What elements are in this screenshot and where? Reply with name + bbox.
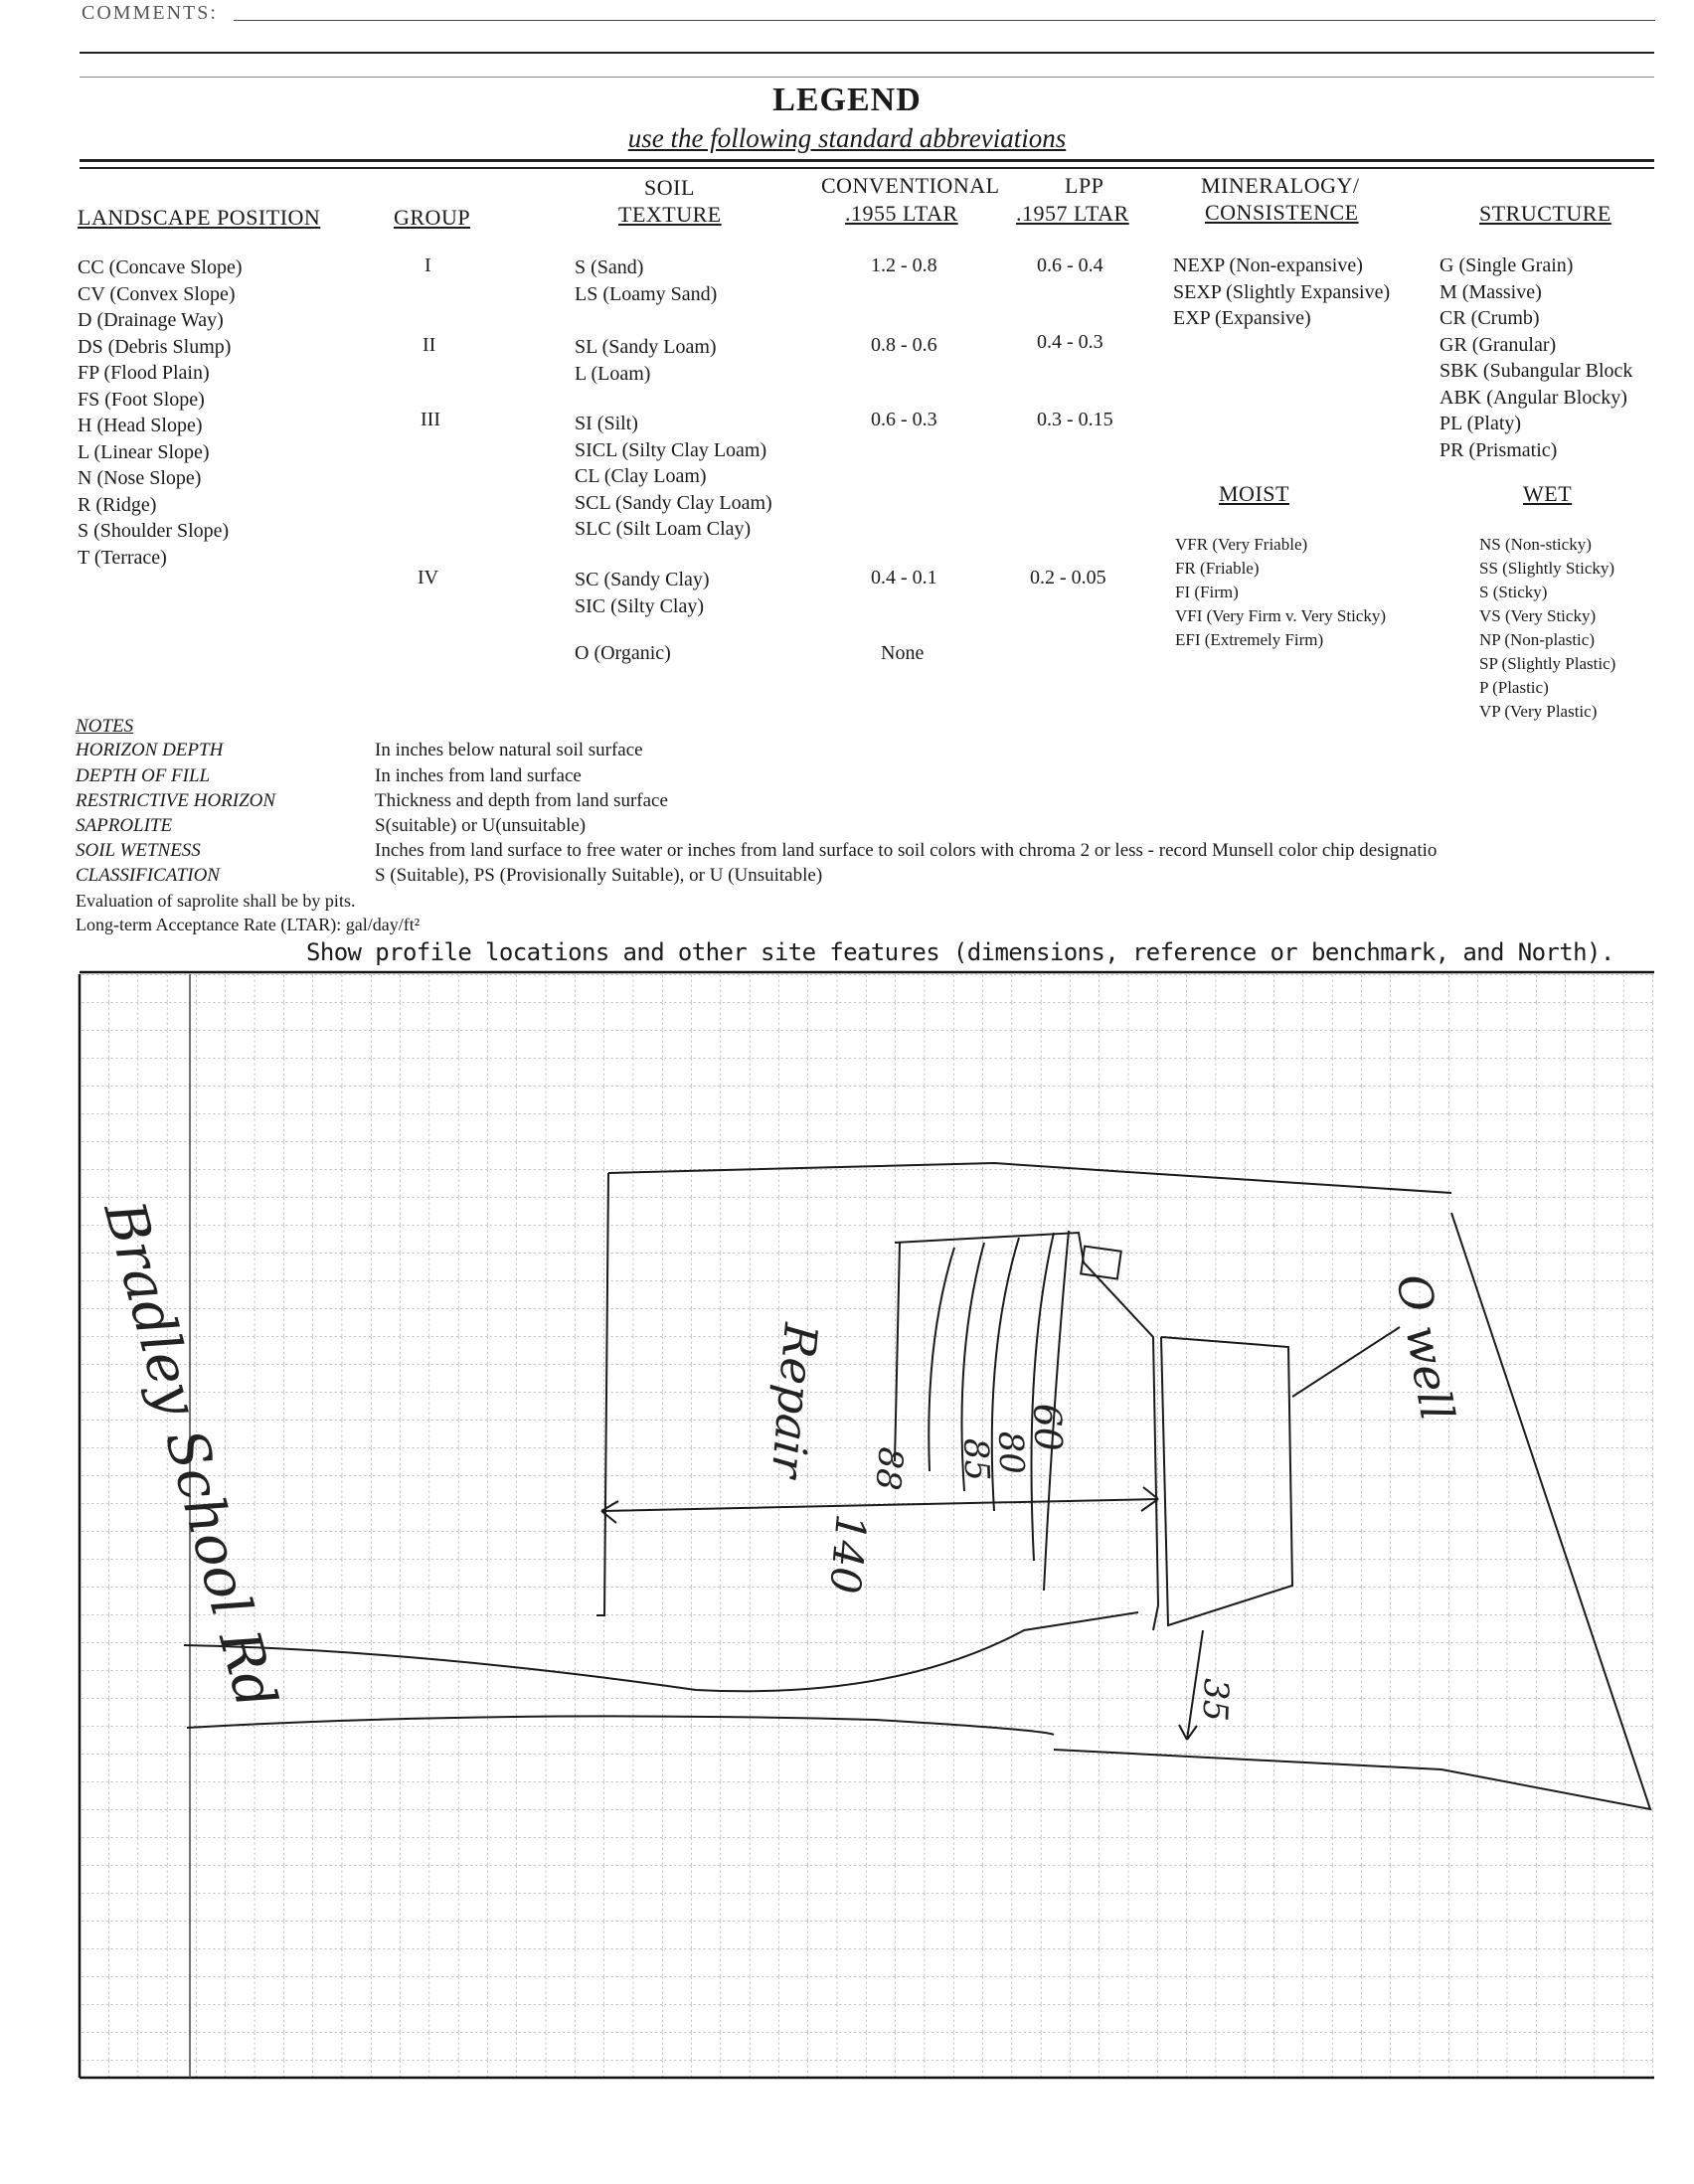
header-landscape-position: LANDSCAPE POSITION (78, 205, 321, 230)
dimension-60: 60 (1025, 1402, 1071, 1452)
list-item: R (Ridge) (78, 493, 157, 516)
list-item: CR (Crumb) (1440, 307, 1540, 329)
dimension-88: 88 (867, 1445, 911, 1492)
conventional-ltar-value: 0.6 - 0.3 (871, 409, 937, 430)
list-item: EFI (Extremely Firm) (1175, 630, 1324, 649)
header-mineralogy: MINERALOGY/ (1201, 173, 1360, 198)
list-item: PL (Platy) (1440, 413, 1522, 434)
group-1: I (424, 254, 431, 276)
note-term: HORIZON DEPTH (76, 740, 224, 760)
list-item: NS (Non-sticky) (1479, 535, 1592, 554)
list-item: SBK (Subangular Block (1440, 360, 1633, 382)
conventional-ltar-value: 0.4 - 0.1 (871, 567, 937, 588)
comments-label: COMMENTS: (82, 2, 218, 24)
list-item: NP (Non-plastic) (1479, 630, 1595, 649)
list-item: NEXP (Non-expansive) (1173, 254, 1363, 276)
conventional-ltar-value: 1.2 - 0.8 (871, 254, 937, 276)
ltar-note: Long-term Acceptance Rate (LTAR): gal/day/ft² (76, 915, 421, 934)
header-consistence: CONSISTENCE (1205, 200, 1359, 225)
list-item: FI (Firm) (1175, 583, 1239, 601)
list-item: FS (Foot Slope) (78, 388, 205, 411)
note-term: CLASSIFICATION (76, 865, 220, 886)
list-item: N (Nose Slope) (78, 467, 202, 489)
list-item: SC (Sandy Clay) (575, 569, 710, 590)
lpp-ltar-value: 0.6 - 0.4 (1037, 254, 1103, 276)
list-item: ABK (Angular Blocky) (1440, 386, 1627, 409)
conventional-ltar-value: 0.8 - 0.6 (871, 334, 937, 356)
list-item: EXP (Expansive) (1173, 307, 1311, 329)
header-conventional: CONVENTIONAL (821, 173, 1000, 198)
group-2: II (423, 334, 436, 356)
dimension-35: 35 (1194, 1677, 1236, 1723)
list-item: P (Plastic) (1479, 678, 1549, 697)
header-lpp-ltar: .1957 LTAR (1016, 201, 1129, 226)
list-item: GR (Granular) (1440, 333, 1557, 356)
list-item: SL (Sandy Loam) (575, 336, 717, 358)
list-item: CL (Clay Loam) (575, 465, 707, 487)
note-desc: Inches from land surface to free water or inches from land surface to soil colors with chroma 2 or less - record Munsell color chip designatio (375, 840, 1438, 861)
header-lpp: LPP (1065, 173, 1104, 198)
header-structure: STRUCTURE (1479, 201, 1611, 226)
header-soil: SOIL (644, 175, 695, 200)
list-item: L (Linear Slope) (78, 440, 210, 463)
list-item: PR (Prismatic) (1440, 438, 1558, 461)
dimension-80: 80 (990, 1429, 1032, 1475)
note-term: DEPTH OF FILL (76, 765, 211, 786)
list-item: VFI (Very Firm v. Very Sticky) (1175, 606, 1387, 625)
list-item: SCL (Sandy Clay Loam) (575, 491, 772, 514)
header-moist: MOIST (1219, 481, 1289, 506)
list-item: L (Loam) (575, 362, 651, 385)
lpp-ltar-value: 0.4 - 0.3 (1037, 331, 1103, 353)
note-desc: Thickness and depth from land surface (375, 790, 668, 811)
legend-title: LEGEND (772, 82, 922, 118)
dimension-85: 85 (955, 1436, 997, 1482)
list-item: SS (Slightly Sticky) (1479, 559, 1615, 578)
texture-organic: O (Organic) (575, 642, 671, 664)
note-term: SAPROLITE (76, 815, 173, 836)
list-item: D (Drainage Way) (78, 309, 224, 331)
list-item: SLC (Silt Loam Clay) (575, 518, 752, 540)
list-item: CC (Concave Slope) (78, 256, 243, 278)
list-item: SI (Silt) (575, 413, 638, 434)
list-item: G (Single Grain) (1440, 254, 1574, 276)
list-item: T (Terrace) (78, 546, 167, 569)
note-desc: S (Suitable), PS (Provisionally Suitable), or U (Unsuitable) (375, 865, 823, 886)
list-item: VS (Very Sticky) (1479, 606, 1597, 625)
list-item: CV (Convex Slope) (78, 282, 236, 305)
list-item: FR (Friable) (1175, 559, 1260, 578)
note-term: SOIL WETNESS (76, 840, 201, 861)
group-3: III (421, 409, 440, 430)
notes-heading: NOTES (76, 716, 134, 737)
lpp-ltar-value: 0.3 - 0.15 (1037, 409, 1113, 430)
legend-subtitle: use the following standard abbreviations (627, 123, 1067, 153)
header-conventional-ltar: .1955 LTAR (845, 201, 958, 226)
list-item: S (Sand) (575, 256, 644, 278)
list-item: VFR (Very Friable) (1175, 535, 1308, 554)
list-item: SEXP (Slightly Expansive) (1173, 280, 1391, 303)
list-item: DS (Debris Slump) (78, 335, 232, 358)
saprolite-note: Evaluation of saprolite shall be by pits. (76, 891, 356, 911)
list-item: LS (Loamy Sand) (575, 282, 718, 305)
list-item: SICL (Silty Clay Loam) (575, 438, 767, 461)
list-item: FP (Flood Plain) (78, 362, 210, 384)
list-item: H (Head Slope) (78, 415, 203, 436)
well-label: O well (1386, 1269, 1465, 1426)
dimension-140: 140 (820, 1512, 876, 1596)
note-desc: S(suitable) or U(unsuitable) (375, 815, 587, 836)
list-item: S (Sticky) (1479, 583, 1548, 601)
road-label: Bradley School Rd (90, 1194, 289, 1716)
list-item: SP (Slightly Plastic) (1479, 654, 1616, 673)
list-item: S (Shoulder Slope) (78, 520, 230, 542)
conventional-ltar-value: None (881, 642, 925, 664)
group-4: IV (418, 567, 439, 588)
note-desc: In inches below natural soil surface (375, 740, 643, 760)
list-item: M (Massive) (1440, 280, 1542, 303)
repair-label: Repair (761, 1321, 828, 1480)
note-desc: In inches from land surface (375, 765, 582, 786)
header-texture: TEXTURE (618, 202, 722, 227)
header-wet: WET (1523, 481, 1573, 506)
list-item: VP (Very Plastic) (1479, 702, 1598, 721)
lpp-ltar-value: 0.2 - 0.05 (1030, 567, 1106, 588)
sketch-instruction: Show profile locations and other site features (dimensions, reference or benchmark, and North). (306, 938, 1614, 966)
note-term: RESTRICTIVE HORIZON (76, 790, 276, 811)
list-item: SIC (Silty Clay) (575, 594, 705, 617)
header-group: GROUP (394, 205, 471, 230)
